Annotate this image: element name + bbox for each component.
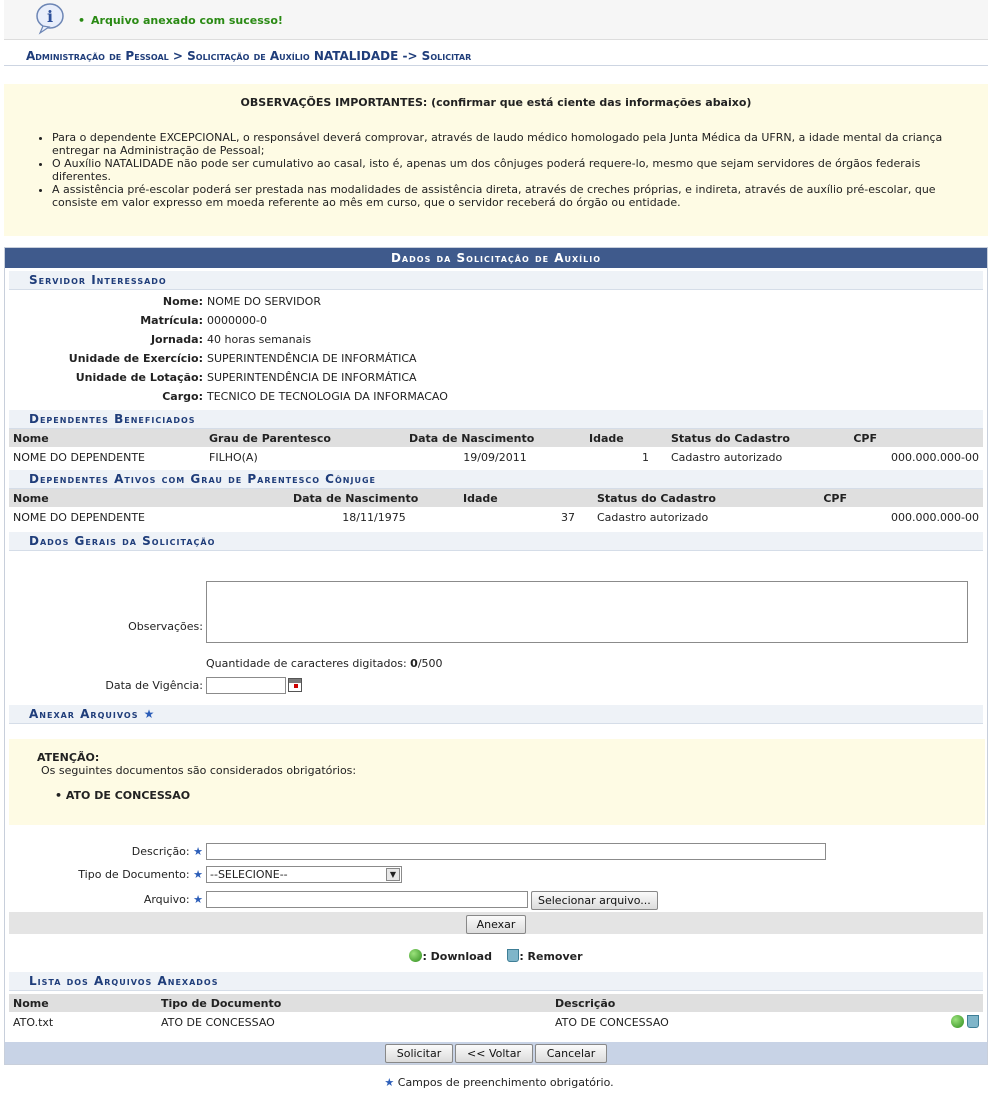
table-cell: FILHO(A) xyxy=(209,450,258,464)
remove-icon[interactable] xyxy=(967,1015,979,1028)
field-value: NOME DO SERVIDOR xyxy=(207,295,321,308)
section-servidor-title: Servidor Interessado xyxy=(9,271,983,290)
request-form xyxy=(4,247,988,1065)
required-star-icon: ★ xyxy=(193,893,203,906)
counter-count: 0 xyxy=(410,657,418,670)
section-lista-title: Lista dos Arquivos Anexados xyxy=(9,972,983,991)
field-value: TECNICO DE TECNOLOGIA DA INFORMACAO xyxy=(207,390,448,403)
table-cell: 19/09/2011 xyxy=(463,450,527,464)
table-cell: 000.000.000-00 xyxy=(891,450,979,464)
tipo-label-text: Tipo de Documento: xyxy=(78,868,190,881)
column-header: Data de Nascimento xyxy=(405,429,585,447)
table-cell: NOME DO DEPENDENTE xyxy=(13,510,145,524)
column-header: Tipo de Documento xyxy=(157,994,551,1012)
solicitar-button[interactable]: Solicitar xyxy=(385,1044,453,1063)
table-cell: 000.000.000-00 xyxy=(891,510,979,524)
required-star-icon: ★ xyxy=(193,868,203,881)
tipo-documento-label xyxy=(5,868,203,881)
field-label: Nome: xyxy=(162,295,203,308)
section-conjuges-title: Dependentes Ativos com Grau de Parentesco Cônjuge xyxy=(9,470,983,489)
arquivo-input[interactable] xyxy=(206,891,528,908)
column-header: CPF xyxy=(849,429,983,447)
field-label: Cargo: xyxy=(162,390,203,403)
column-header: Grau de Parentesco xyxy=(205,429,405,447)
descricao-input[interactable] xyxy=(206,843,826,860)
column-header: Idade xyxy=(585,429,653,447)
field-value: 0000000-0 xyxy=(207,314,267,327)
required-document-name: ATO DE CONCESSAO xyxy=(65,789,191,802)
dependentes-table xyxy=(9,429,983,467)
field-value: SUPERINTENDÊNCIA DE INFORMÁTICA xyxy=(207,371,417,384)
success-message-bar xyxy=(4,0,988,40)
arquivo-label-text: Arquivo: xyxy=(143,893,190,906)
legend-remove-text: : Remover xyxy=(519,950,583,963)
required-document-item: • ATO DE CONCESSAO xyxy=(55,789,191,802)
section-anexar-title xyxy=(9,705,983,724)
form-caption: Dados da Solicitação de Auxílio xyxy=(5,248,987,268)
column-header: Status do Cadastro xyxy=(653,429,849,447)
required-star-icon: ★ xyxy=(193,845,203,858)
vigencia-label: Data de Vigência: xyxy=(105,679,203,692)
important-notes-box xyxy=(4,84,988,236)
counter-label: Quantidade de caracteres digitados: xyxy=(206,657,411,670)
table-row xyxy=(9,507,983,527)
table-cell: 18/11/1975 xyxy=(342,510,406,524)
cancelar-button[interactable]: Cancelar xyxy=(535,1044,607,1063)
observacoes-textarea[interactable] xyxy=(206,581,968,643)
attention-text: Os seguintes documentos são considerados obrigatórios: xyxy=(41,764,357,777)
attention-box xyxy=(9,739,985,825)
field-label: Matrícula: xyxy=(140,314,203,327)
column-header: Nome xyxy=(9,994,157,1012)
icon-legend xyxy=(5,949,987,963)
section-dados-gerais-title: Dados Gerais da Solicitação xyxy=(9,532,983,551)
conjuges-table xyxy=(9,489,983,527)
required-fields-note xyxy=(0,1076,998,1089)
table-cell-actions xyxy=(939,1012,983,1032)
legend-download-text: : Download xyxy=(422,950,492,963)
field-label: Unidade de Exercício: xyxy=(68,352,203,365)
note-item: • O Auxílio NATALIDADE não pode ser cumulativo ao casal, isto é, apenas um dos cônjuges poderá requere-lo, mesmo que sejam servidores de órgãos federais diferentes. xyxy=(52,157,966,183)
info-icon xyxy=(34,2,68,36)
table-cell: ATO DE CONCESSAO xyxy=(161,1015,275,1029)
table-row xyxy=(9,1012,983,1032)
note-item: • A assistência pré-escolar poderá ser prestada nas modalidades de assistência direta, através de creches próprias, e indireta, através de auxílio pré-escolar, que consiste em valor expresso em moeda referente ao mês em curso, que o servidor receberá do órgão ou entidade. xyxy=(52,183,966,209)
remove-icon xyxy=(507,949,519,962)
table-cell: Cadastro autorizado xyxy=(597,510,709,524)
download-icon[interactable] xyxy=(951,1015,964,1028)
column-header: Nome xyxy=(9,429,205,447)
required-fields-text: Campos de preenchimento obrigatório. xyxy=(397,1076,614,1089)
attached-files-table xyxy=(9,994,983,1032)
svg-text:i: i xyxy=(46,7,54,26)
breadcrumb: Administração de Pessoal > Solicitação de Auxílio NATALIDADE -> Solicitar xyxy=(4,42,988,66)
column-header: Idade xyxy=(459,489,579,507)
field-label: Jornada: xyxy=(150,333,203,346)
column-header: Descrição xyxy=(551,994,939,1012)
arquivo-label xyxy=(5,893,203,906)
required-star-icon: ★ xyxy=(384,1076,395,1089)
important-notes-title: OBSERVAÇÕES IMPORTANTES: (confirmar que está ciente das informações abaixo) xyxy=(240,96,752,109)
select-file-button[interactable]: Selecionar arquivo... xyxy=(531,891,658,910)
field-value: SUPERINTENDÊNCIA DE INFORMÁTICA xyxy=(207,352,417,365)
required-star-icon: ★ xyxy=(143,707,156,721)
table-cell: NOME DO DEPENDENTE xyxy=(13,450,145,464)
table-cell: ATO.txt xyxy=(13,1015,54,1029)
section-dependentes-title: Dependentes Beneficiados xyxy=(9,410,983,429)
column-header: Status do Cadastro xyxy=(579,489,819,507)
calendar-icon[interactable] xyxy=(288,678,302,692)
vigencia-date-input[interactable] xyxy=(206,677,286,694)
column-header-actions xyxy=(939,994,983,1012)
voltar-button[interactable]: << Voltar xyxy=(455,1044,533,1063)
success-message-text: • Arquivo anexado com sucesso! xyxy=(78,14,283,27)
note-item: • Para o dependente EXCEPCIONAL, o responsável deverá comprovar, através de laudo médico homologado pela Junta Médica da UFRN, a idade mental da criança entregar na Administração de Pessoal; xyxy=(52,131,966,157)
descricao-label-text: Descrição: xyxy=(131,845,190,858)
field-value: 40 horas semanais xyxy=(207,333,312,346)
table-cell: 37 xyxy=(561,510,575,524)
download-icon xyxy=(409,949,422,962)
descricao-label xyxy=(5,845,203,858)
counter-max: /500 xyxy=(417,657,443,670)
table-row xyxy=(9,447,983,467)
anexar-title-text: Anexar Arquivos xyxy=(29,707,139,721)
field-label: Unidade de Lotação: xyxy=(75,371,203,384)
column-header: Data de Nascimento xyxy=(289,489,459,507)
anexar-button[interactable]: Anexar xyxy=(466,915,526,934)
table-cell: Cadastro autorizado xyxy=(671,450,783,464)
character-counter xyxy=(206,657,443,670)
chevron-down-icon: ▼ xyxy=(386,868,400,881)
column-header: Nome xyxy=(9,489,289,507)
observacoes-label: Observações: xyxy=(128,620,203,633)
table-cell: 1 xyxy=(642,450,649,464)
tipo-documento-select[interactable] xyxy=(206,866,402,883)
attention-title: ATENÇÃO: xyxy=(37,751,100,764)
column-header: CPF xyxy=(819,489,983,507)
tipo-select-value: --SELECIONE-- xyxy=(210,868,288,881)
table-cell: ATO DE CONCESSAO xyxy=(555,1015,669,1029)
